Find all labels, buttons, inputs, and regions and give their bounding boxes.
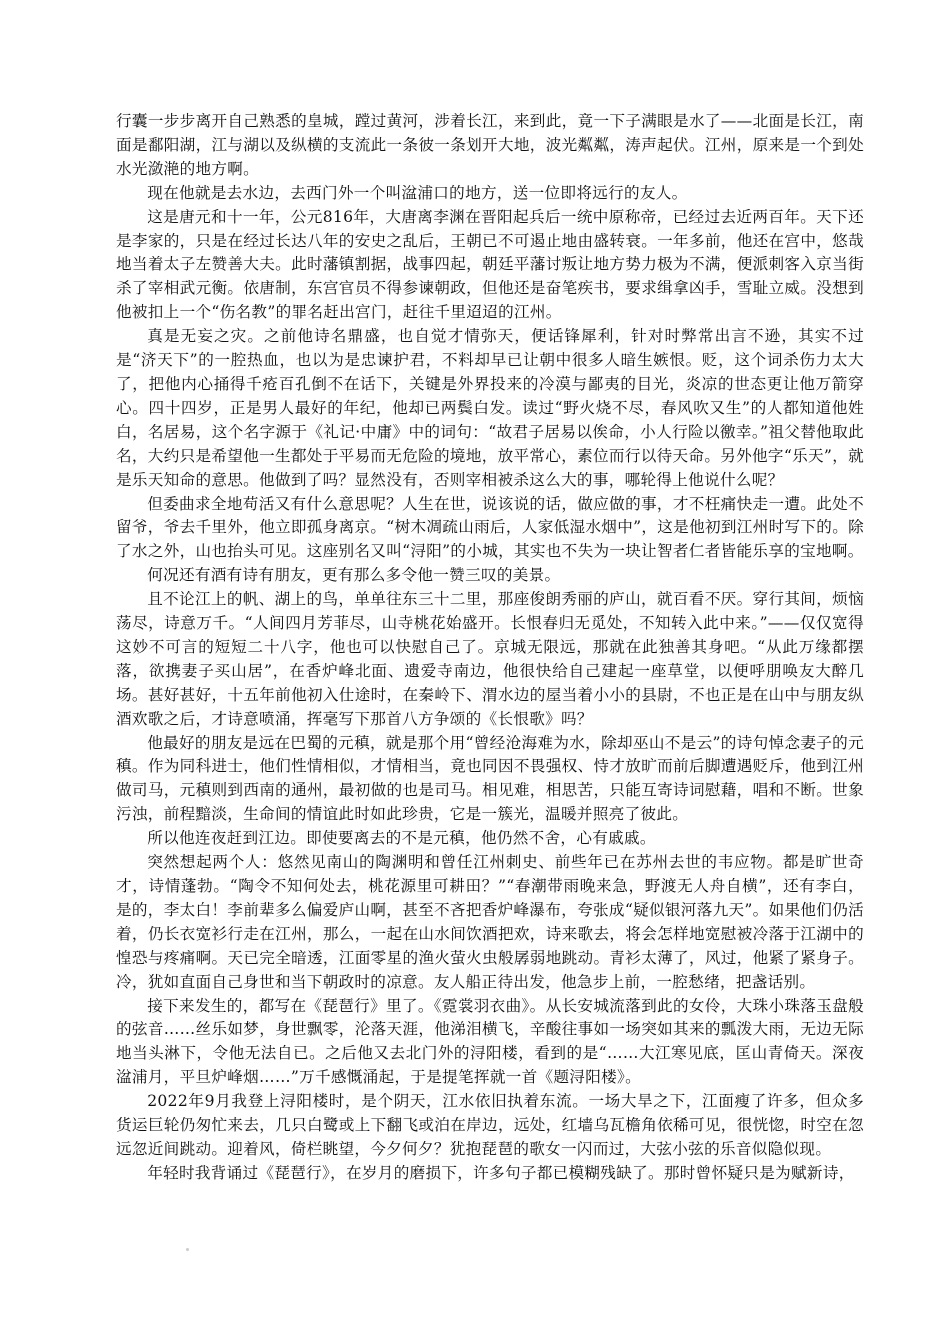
paragraph: 但委曲求全地苟活又有什么意思呢？人生在世，说该说的话，做应做的事，才不枉痛快走一遭。此处不留爷，爷去千里外，他立即孤身离京。“树木凋疏山雨后，人家低湿水烟中”，这是他初到江州时写下的。除了水之外，山也抬头可见。这座别名又叫“浔阳”的小城，其实也不失为一块让智者仁者皆能乐享的宝地啊。 — [116, 494, 864, 561]
paragraph: 2022年9月我登上浔阳楼时，是个阴天，江水依旧执着东流。一场大旱之下，江面瘦了许多，但众多货运巨轮仍匆忙来去，几只白鹭或上下翻飞或泊在岸边，远处，红墙乌瓦檐角依稀可见，很恍惚，时空在忽远忽近间跳动。迎着风，倚栏眺望，今夕何夕？犹抱琵琶的歌女一闪而过，大弦小弦的乐音似隐似现。 — [116, 1092, 864, 1158]
paragraph: 突然想起两个人：悠然见南山的陶渊明和曾任江州刺史、前些年已在苏州去世的韦应物。都是旷世奇才，诗情蓬勃。“陶令不知何处去，桃花源里可耕田？”“春潮带雨晚来急，野渡无人舟自横”，还有李白，是的，李太白！李前辈多么偏爱庐山啊，甚至不吝把香炉峰瀑布，夸张成“疑似银河落九天”。如果他们仍活着，仍长衣宽衫行走在江州，那么，一起在山水间饮酒把欢，诗来歌去，将会怎样地宽慰被冷落于江湖中的惶恐与疼痛啊。天已完全暗透，江面零星的渔火萤火虫般孱弱地跳动。青衫太薄了，风过，他紧了紧身子。冷，犹如直面自己身世和当下朝政时的凉意。友人船正待出发，他急步上前，一腔愁绪，把盏话别。 — [116, 853, 864, 991]
paragraph: 真是无妄之灾。之前他诗名鼎盛，也自觉才情弥天，便话锋犀利，针对时弊常出言不逊，其实不过是“济天下”的一腔热血，也以为是忠谏护君，不料却早已让朝中很多人暗生嫉恨。贬，这个词杀伤力太大了，把他内心捅得千疮百孔倒不在话下，关键是外界投来的冷漠与鄙夷的目光，炎凉的世态更让他万箭穿心。四十四岁，正是男人最好的年纪，他却已两鬓白发。读过“野火烧不尽，春风吹又生”的人都知道他姓白，名居易，这个名字源于《礼记·中庸》中的词句：“故君子居易以俟命，小人行险以徼幸。”祖父替他取此名，大约只是希望他一生都处于平易而无危险的境地，放平常心，素位而行以待天命。另外他字“乐天”，就是乐天知命的意思。他做到了吗？显然没有，否则宰相被杀这么大的事，哪轮得上他说什么呢？ — [116, 327, 864, 489]
paragraph: 现在他就是去水边，去西门外一个叫湓浦口的地方，送一位即将远行的友人。 — [147, 183, 688, 202]
paragraph: 他最好的朋友是远在巴蜀的元稹，就是那个用“曾经沧海难为水，除却巫山不是云”的诗句悼念妻子的元稹。作为同科进士，他们性情相似，才情相当，竟也同因不畏强权、恃才放旷而前后脚遭遇贬斥，他到江州做司马，元稹则到西南的通州，最初做的也是司马。相见难，相思苦，只能互寄诗词慰藉，唱和不断。世象污浊，前程黯淡，生命间的情谊此时如此珍贵，它是一簇光，温暖并照亮了彼此。 — [116, 733, 864, 824]
paragraph: 所以他连夜赶到江边。即使要离去的不是元稹，他仍然不舍，心有戚戚。 — [147, 829, 656, 848]
paragraph: 且不论江上的帆、湖上的鸟，单单往东三十二里，那座俊朗秀丽的庐山，就百看不厌。穿行其间，烦恼荡尽，诗意万千。“人间四月芳菲尽，山寺桃花始盛开。长恨春归无觅处，不知转入此中来。”——仅仅宽得这妙不可言的短短二十八字，他也可以快慰自己了。京城无限远，那就在此独善其身吧。“从此万缘都摆落，欲携妻子买山居”，在香炉峰北面、遗爱寺南边，他很快给自己建起一座草堂，以便呼朋唤友大醉几场。甚好甚好，十五年前他初入仕途时，在秦岭下、渭水边的屋当着小小的县尉，不也正是在山中与朋友纵酒欢歌之后，才诗意喷涌，挥毫写下那首八方争颂的《长恨歌》吗？ — [116, 590, 864, 728]
paragraph: 行囊一步步离开自己熟悉的皇城，蹚过黄河，涉着长江，来到此，竟一下子满眼是水了——北面是长江，南面是鄱阳湖，江与湖以及纵横的支流此一条彼一条划开大地，波光粼粼，涛声起伏。江州，原来是一个到处水光潋滟的地方啊。 — [116, 112, 864, 178]
paragraph: 这是唐元和十一年，公元816年，大唐离李渊在晋阳起兵后一统中原称帝，已经过去近两百年。天下还是李家的，只是在经过长达八年的安史之乱后，王朝已不可遏止地由盛转衰。一年多前，他还在宫中，悠哉地当着太子左赞善大夫。此时藩镇割据，战事四起，朝廷平藩讨叛让地方势力极为不满，便派刺客入京当街杀了宰相武元衡。依唐制，东宫官员不得参谏朝政，但他还是奋笔疾书，要求缉拿凶手，雪耻立威。没想到他被扣上一个“伤名教”的罪名赶出宫门，赶往千里迢迢的江州。 — [116, 207, 864, 322]
paragraph: 何况还有酒有诗有朋友，更有那么多令他一赞三叹的美景。 — [147, 566, 561, 585]
paragraph: 年轻时我背诵过《琵琶行》，在岁月的磨损下，许多句子都已模糊残缺了。那时曾怀疑只是为赋新诗， — [147, 1163, 855, 1182]
scan-dot — [186, 1248, 189, 1251]
paragraph: 接下来发生的，都写在《琵琶行》里了。《霓裳羽衣曲》。从长安城流落到此的女伶，大珠小珠落玉盘般的弦音……丝乐如梦，身世飘零，沦落天涯，他涕泪横飞，辛酸往事如一场突如其来的瓢泼大雨，无边无际地当头淋下，令他无法自已。之后他又去北门外的浔阳楼，看到的是“……大江寒见底，匡山青倚天。深夜湓浦月，平旦炉峰烟……”万千感慨涌起，于是提笔挥就一首《题浔阳楼》。 — [116, 996, 864, 1087]
